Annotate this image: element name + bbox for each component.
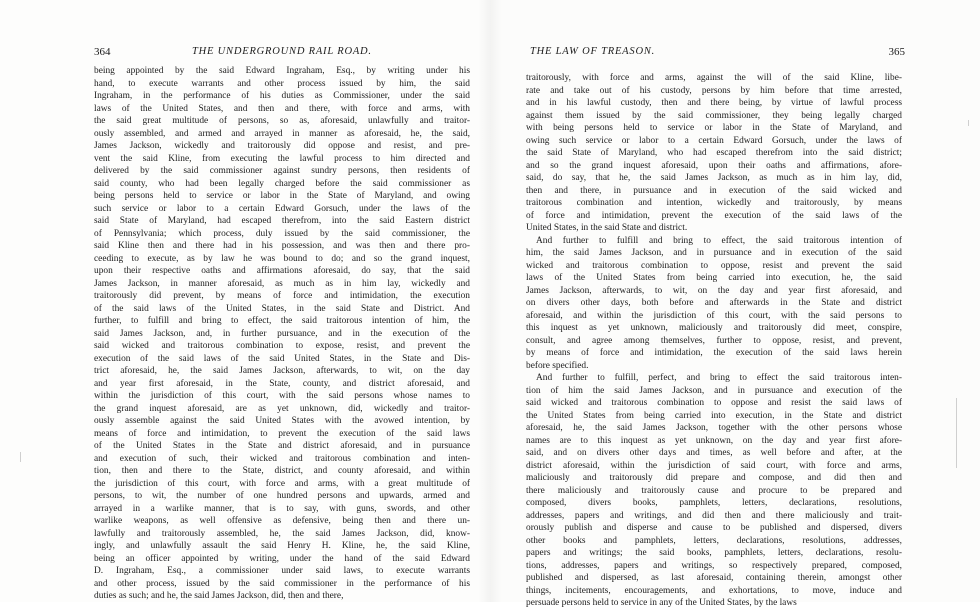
text-line: then and there, in pursuance and in execution of the said wicked and (526, 185, 902, 196)
text-line: arrayed in a warlike manner, that is to say, with guns, swords, and other (94, 503, 470, 514)
text-line: owing such service or labor to a certain Edward Gorsuch, under the laws of (526, 135, 902, 146)
text-line: orously publish and disperse and cause to be published and dispersed, divers (526, 523, 902, 533)
text-line: said wicked and traitorous combination to oppose and resist the said laws of (526, 398, 902, 408)
right-running-head: THE LAW OF TREASON. (530, 46, 656, 57)
left-page-body (94, 65, 470, 603)
text-line: upon their respective oaths and affirmations aforesaid, do say, that the said (94, 266, 470, 276)
text-line: and year first aforesaid, in the State, county, and district aforesaid, and (94, 378, 470, 389)
left-page-number: 364 (94, 46, 111, 58)
right-page (490, 0, 980, 608)
text-line: of the said laws of the United States, in the said State and District. And (94, 303, 470, 314)
text-line: tion of him the said James Jackson, and in pursuance and execution of the (526, 385, 902, 396)
text-line: James Jackson, wickedly and traitorously did oppose and resist, and pre- (94, 141, 470, 151)
text-line: delivered by the said commissioner against sundry persons, then residents of (94, 166, 470, 176)
margin-mark (956, 398, 957, 468)
text-line: being an officer appointed by writing, under the hand of the said Edward (94, 553, 470, 564)
text-line: being appointed by the said Edward Ingraham, Esq., by writing under his (94, 66, 470, 76)
text-line: there maliciously and traitorously cause and procure to be prepared and (526, 485, 902, 496)
text-line: traitorously did prevent, by means of force and intimidation, the execution (94, 291, 470, 301)
text-line: consult, and agree among themselves, further to oppose, resist, and prevent, (526, 335, 902, 346)
text-line: him, the said James Jackson, and in pursuance and in execution of the said (526, 248, 902, 258)
text-line: before specified. (526, 360, 589, 371)
text-line: being persons held to service or labor in the State of Maryland, and owing (94, 191, 470, 201)
text-line: with being persons held to service or labor in the State of Maryland, and (526, 123, 902, 133)
text-line: such service or labor to a certain Edward Gorsuch, under the laws of the (94, 203, 470, 214)
text-line: ously assemble against the said United States with the avowed intention, by (94, 416, 470, 426)
text-line: said State of Maryland, had escaped therefrom, into the said Eastern district (94, 216, 470, 226)
text-line: this inquest as yet unknown, maliciously and traitorously did meet, conspire, (526, 323, 902, 333)
text-line: papers and writings; the said books, pamphlets, letters, declarations, resolu- (526, 548, 902, 558)
text-line: warlike weapons, as well offensive as defensive, being then and there un- (94, 516, 470, 526)
text-line: ceeding to execute, as by law he was bound to do; and so the grand inquest, (94, 253, 470, 264)
text-line: ously assembled, and armed and arrayed in manner as aforesaid, he, the said, (94, 128, 470, 139)
text-line: composed, divers books, pamphlets, letters, declarations, resolutions, (526, 498, 902, 508)
text-line: ingly, and unlawfully assault the said Henry H. Kline, he, the said Kline, (94, 541, 470, 551)
text-line: persons, to wit, the number of one hundred persons and upwards, armed and (94, 491, 470, 501)
margin-mark (20, 452, 21, 462)
left-page (0, 0, 490, 602)
text-line: traitorous combination and intention, wickedly and traitorously, by means (526, 198, 902, 208)
text-line: published and dispersed, as last aforesaid, containing therein, amongst other (526, 573, 902, 583)
text-line: other books and pamphlets, letters, declarations, resolutions, addresses, (526, 535, 902, 546)
text-line: hand, to execute warrants and other process issued by him, the said (94, 78, 470, 89)
text-line: said wicked and traitorous combination to expose, resist, and prevent the (94, 341, 470, 351)
text-line: persuade persons held to service in any of the United States, by the laws (526, 598, 797, 608)
text-line: said county, who had been legally charged before the said commissioner as (94, 178, 470, 189)
text-line: the grand inquest aforesaid, are as yet unknown, did, wickedly and traitor- (94, 403, 470, 414)
text-line: on divers other days, both before and afterwards in the State and district (526, 298, 902, 308)
text-line: aforesaid, he, the said James Jackson, together with the other persons whose (526, 423, 902, 433)
text-line: against them issued by the said commissioner, they being legally charged (526, 110, 902, 121)
text-line: laws of the United States, and then and there, with force and arms, with (94, 103, 470, 114)
text-line: James Jackson, in manner aforesaid, as much as in him lay, wickedly and (94, 278, 470, 289)
text-line: Ingraham, in the performance of his duties as Commissioner, under the said (94, 91, 470, 101)
text-line: things, incitements, encouragements, and exhortations, to move, induce and (526, 585, 902, 596)
text-line: laws of the United States from being carried into execution, he, the said (526, 273, 902, 283)
text-line: of Pennsylvania; which process, duly issued by the said commissioner, the (94, 228, 470, 239)
text-line: of the United States in the State and district aforesaid, and in pursuance (94, 441, 470, 451)
text-line: means of force and intimidation, to prevent the execution of the said laws (94, 428, 470, 439)
text-line: duties as such; and he, the said James Jackson, did, then and there, (94, 591, 344, 601)
text-line: traitorously, with force and arms, against the will of the said Kline, libe- (526, 73, 902, 83)
text-line: district aforesaid, within the jurisdiction of said court, with force and arms, (526, 460, 902, 471)
text-line: said, do say, that he, the said James Jackson, as much as in him lay, did, (526, 173, 902, 183)
text-line: And further to fulfill, perfect, and bring to effect the said traitorous inten- (536, 373, 902, 383)
text-line: lawfully and traitorously assembled, he, the said James Jackson, did, know- (94, 528, 470, 539)
text-line: of force and intimidation, prevent the execution of the said laws of the (526, 210, 902, 221)
text-line: And further to fulfill and bring to effect, the said traitorous intention of (536, 235, 902, 246)
text-line: tion, then and there to the State, district, and county aforesaid, and within (94, 466, 470, 476)
text-line: vent the said Kline, from executing the lawful process to him directed and (94, 153, 470, 164)
text-line: the United States from being carried into execution, in the State and district (526, 410, 902, 421)
text-line: and so the grand inquest aforesaid, upon their oaths and affirmations, afore- (526, 160, 902, 171)
text-line: and in his lawful custody, then and there being, by virtue of lawful process (526, 98, 902, 108)
text-line: D. Ingraham, Esq., a commissioner under said laws, to execute warrants (94, 566, 470, 576)
text-line: said James Jackson, and, in further pursuance, and in the execution of the (94, 328, 470, 339)
text-line: execution of the said laws of the said United States, in the State and Dis- (94, 353, 470, 364)
text-line: maliciously and traitorously did prepare and compose, and did then and (526, 473, 902, 483)
text-line: said Kline then and there had in his possession, and was then and there pro- (94, 241, 470, 251)
right-page-number: 365 (888, 46, 905, 58)
text-line: the jurisdiction of this court, with force and arms, with a great multitude of (94, 478, 470, 489)
text-line: wicked and traitorous combination to oppose, resist and prevent the said (526, 260, 902, 271)
text-line: addresses, papers and writings, and did then and there maliciously and trait- (526, 510, 902, 521)
left-running-head: THE UNDERGROUND RAIL ROAD. (192, 46, 372, 57)
text-line: said, and on divers other days and times, as well before and after, at the (526, 448, 902, 458)
text-line: further, to fulfill and bring to effect, the said traitorous intention of him, the (94, 316, 470, 326)
text-line: tions, addresses, papers and writings, so respectively prepared, composed, (526, 560, 902, 571)
text-line: and other process, issued by the said commissioner in the performance of his (94, 578, 470, 589)
text-line: the said great multitude of persons, so as, aforesaid, unlawfully and traitor- (94, 116, 470, 126)
text-line: aforesaid, and within the jurisdiction of this court, with the said persons to (526, 310, 902, 321)
text-line: by means of force and intimidation, the execution of the said laws herein (526, 348, 902, 358)
text-line: and execution of such, their wicked and traitorous combination and inten- (94, 453, 470, 464)
text-line: the said State of Maryland, who had escaped therefrom into the said district; (526, 148, 902, 158)
text-line: within the jurisdiction of this court, with the said persons whose names to (94, 391, 470, 401)
book-gutter (478, 0, 502, 602)
right-page-body (526, 72, 902, 610)
text-line: United States, in the said State and district. (526, 223, 688, 233)
text-line: names are to this inquest as yet unknown, on the day and year first afore- (526, 435, 902, 446)
text-line: rate and take out of his custody, persons by him before that time arrested, (526, 85, 902, 96)
text-line: trict aforesaid, he, the said James Jackson, afterwards, to wit, on the day (94, 366, 470, 376)
text-line: James Jackson, afterwards, to wit, on the day and year first aforesaid, and (526, 285, 902, 296)
margin-mark (968, 120, 969, 126)
